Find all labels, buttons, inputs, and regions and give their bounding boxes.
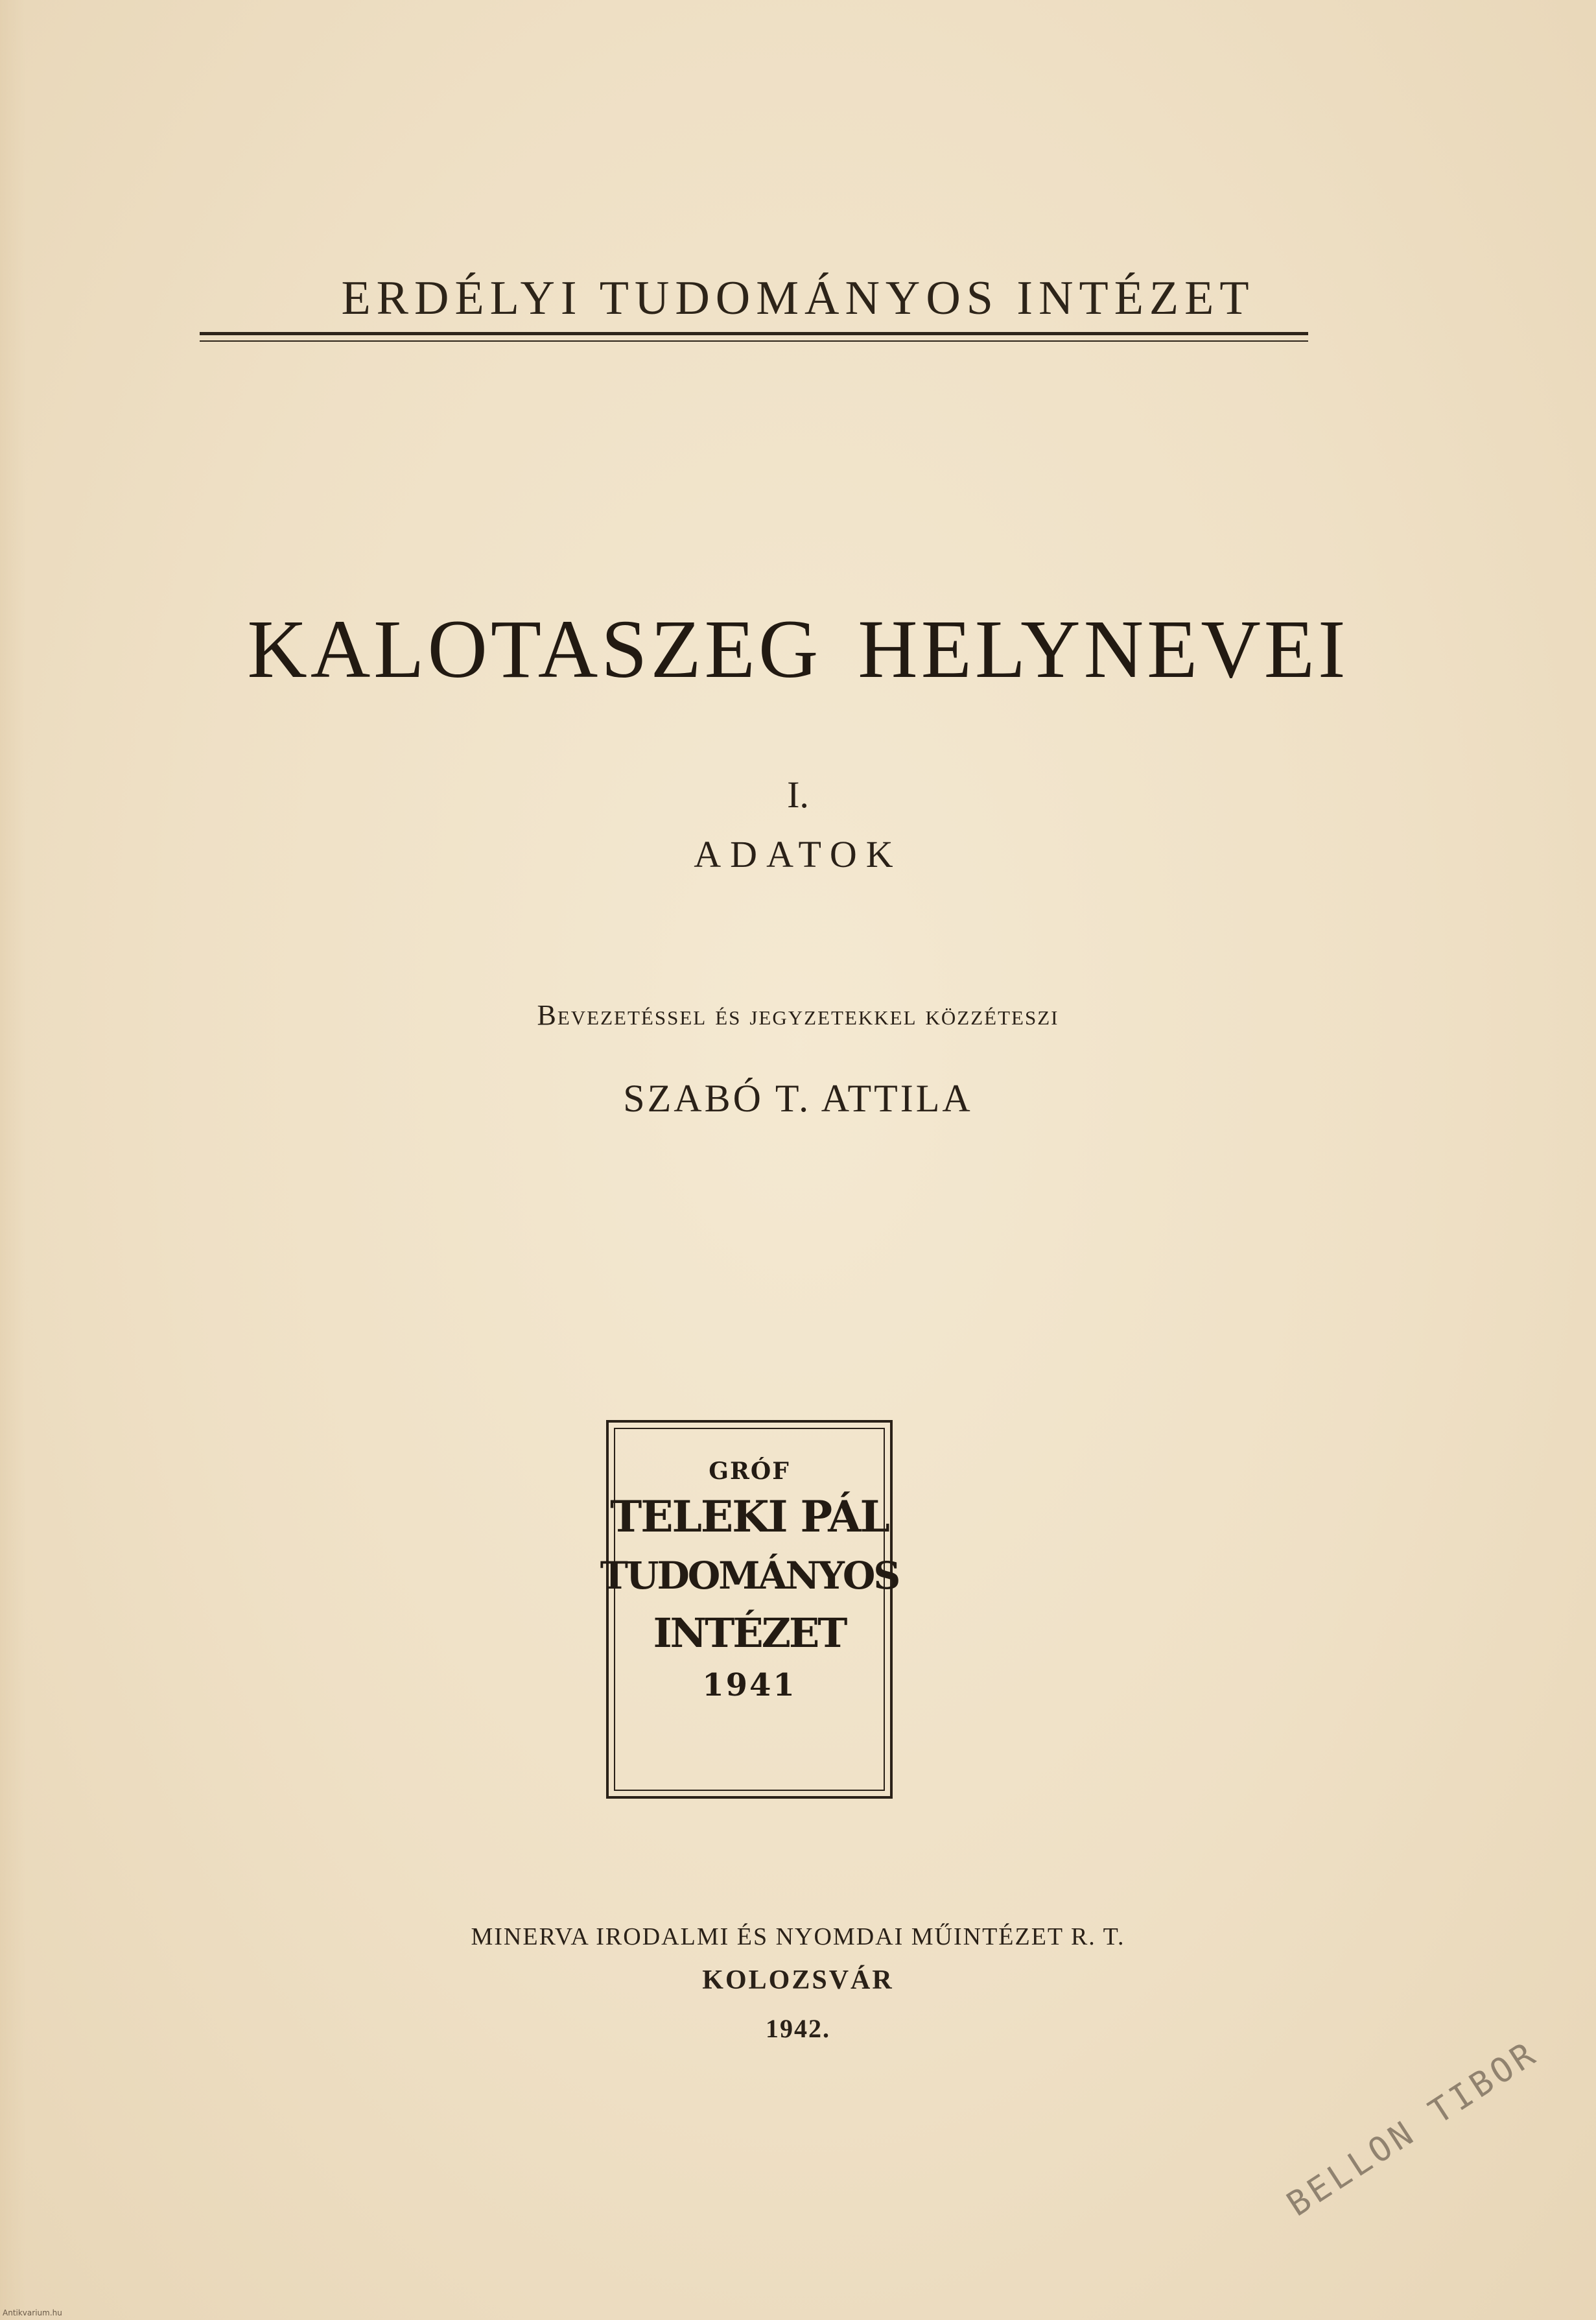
owner-stamp-text: BELLON TIBOR <box>1280 2033 1545 2225</box>
publisher-name: MINERVA IRODALMI ÉS NYOMDAI MŰINTÉZET R. T. <box>471 1923 1125 1950</box>
emblem-inner-frame <box>600 1428 899 1791</box>
institute-emblem <box>600 1420 899 1799</box>
emblem-line-2: TELEKI PÁL <box>610 1491 889 1542</box>
publication-year: 1942. <box>766 2014 830 2043</box>
volume-number: I. <box>787 774 809 816</box>
volume-subtitle: ADATOK <box>694 833 902 875</box>
author-name: SZABÓ T. ATTILA <box>623 1077 973 1120</box>
site-watermark: Antikvarium.hu <box>3 2308 62 2317</box>
header-rule-thick <box>200 332 1308 335</box>
owner-stamp <box>1280 2022 1566 2230</box>
book-title <box>0 602 1596 697</box>
editor-line: Bevezetéssel és jegyzetekkel közzéteszi <box>537 999 1059 1031</box>
series-title: ERDÉLYI TUDOMÁNYOS INTÉZET <box>341 272 1255 325</box>
emblem-line-3: TUDOMÁNYOS <box>600 1554 899 1598</box>
emblem-line-1: GRÓF <box>709 1458 790 1485</box>
book-title-word-1: KALOTASZEG <box>247 603 822 695</box>
publication-city: KOLOZSVÁR <box>702 1965 894 1995</box>
header-rule-thin <box>200 340 1308 342</box>
emblem-line-4: INTÉZET <box>653 1609 846 1657</box>
book-title-word-2: HELYNEVEI <box>858 603 1349 695</box>
emblem-year: 1941 <box>702 1667 797 1703</box>
